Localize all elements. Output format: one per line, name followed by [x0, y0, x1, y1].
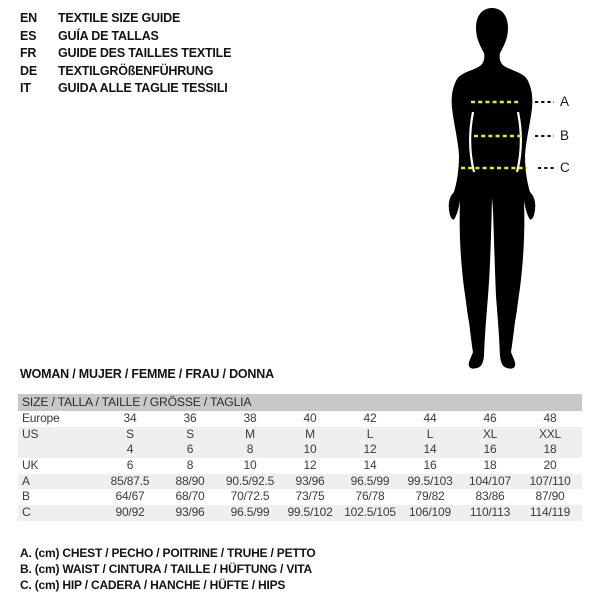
language-row [20, 28, 231, 46]
row-label: B [22, 489, 30, 504]
table-cell: 34 [123, 411, 137, 425]
table-cell: 8 [246, 442, 254, 457]
table-cell: 42 [363, 411, 377, 425]
table-cell: 12 [363, 442, 377, 457]
table-cell: 87/90 [535, 489, 565, 504]
table-cell: M [305, 426, 315, 441]
table-cell: 114/119 [529, 505, 571, 520]
table-cell: 107/110 [529, 473, 571, 488]
table-cell: 90.5/92.5 [225, 473, 275, 488]
legend-hip: C. (cm) HIP / CADERA / HANCHE / HÜFTE / HIPS [20, 578, 286, 593]
language-row [20, 63, 231, 81]
table-cell: L [426, 426, 434, 441]
table-cell: 18 [543, 442, 557, 457]
guide-title: TEXTILGRÖßENFÜHRUNG [58, 63, 214, 78]
table-cell: 16 [483, 442, 497, 457]
table-cell: 70/72.5 [230, 489, 270, 504]
marker-label-waist: B [560, 128, 569, 143]
table-cell: 18 [483, 458, 497, 473]
table-cell: 88/90 [175, 473, 205, 488]
table-cell: 6 [126, 458, 134, 473]
table-cell: 76/78 [355, 489, 385, 504]
table-cell: 14 [363, 458, 377, 473]
language-code: EN [20, 11, 37, 25]
language-code: ES [20, 28, 37, 43]
table-cell: 44 [423, 411, 437, 425]
table-cell: XL [482, 426, 498, 441]
table-row-us-numeric [18, 442, 582, 458]
table-cell: 106/109 [409, 505, 451, 520]
table-cell: 20 [543, 458, 557, 473]
table-cell: M [245, 426, 255, 441]
language-title-list [20, 10, 231, 98]
woman-silhouette-figure [430, 0, 600, 380]
size-table-header: SIZE / TALLA / TAILLE / GRÖSSE / TAGLIA [18, 394, 582, 411]
table-cell: 93/96 [295, 473, 325, 488]
table-cell: 85/87.5 [110, 473, 150, 488]
table-cell: 36 [183, 411, 197, 425]
table-cell: 14 [423, 442, 437, 457]
table-cell: 6 [186, 442, 194, 457]
row-label: A [22, 473, 30, 488]
row-label: UK [22, 458, 39, 473]
table-cell: S [126, 426, 134, 441]
table-row-waist [18, 489, 582, 505]
table-cell: 12 [303, 458, 317, 473]
language-row [20, 45, 231, 63]
legend-chest: A. (cm) CHEST / PECHO / POITRINE / TRUHE / PETTO [20, 546, 316, 560]
woman-silhouette [449, 8, 536, 369]
table-cell: 110/113 [469, 505, 511, 520]
table-row-uk [18, 458, 582, 474]
row-label [18, 442, 100, 458]
guide-title: GUIDE DES TAILLES TEXTILE [58, 46, 232, 60]
table-row-us-letter [18, 427, 582, 443]
table-cell: 46 [483, 411, 497, 425]
table-cell: 10 [243, 458, 257, 473]
guide-title: GUIDA ALLE TAGLIE TESSILI [58, 81, 228, 95]
table-cell: 4 [126, 442, 134, 457]
table-cell: 16 [423, 458, 437, 473]
table-cell: 73/75 [295, 489, 325, 504]
table-cell: 83/86 [475, 489, 505, 504]
table-cell: 68/70 [175, 489, 205, 504]
table-cell: 38 [243, 411, 257, 425]
language-row [20, 80, 231, 98]
measurement-legend [20, 545, 316, 594]
table-cell: 99.5/103 [407, 473, 453, 488]
legend-waist: B. (cm) WAIST / CINTURA / TAILLE / HÜFTUNG / VITA [20, 562, 312, 577]
table-cell: 93/96 [175, 505, 205, 520]
table-cell: 48 [543, 411, 557, 425]
table-cell: 40 [303, 411, 317, 425]
row-label: C [22, 505, 31, 520]
row-label: US [22, 426, 39, 441]
table-cell: 96.5/99 [350, 473, 390, 488]
table-cell: S [186, 426, 194, 441]
table-cell: 99.5/102 [287, 505, 333, 520]
table-cell: 64/67 [115, 489, 145, 504]
language-code: DE [20, 63, 37, 78]
table-cell: L [366, 426, 374, 441]
table-cell: 90/92 [115, 505, 145, 520]
size-table [18, 394, 582, 521]
guide-title: GUÍA DE TALLAS [58, 28, 159, 43]
table-row-chest [18, 474, 582, 490]
row-label: Europe [22, 411, 60, 425]
marker-label-hip: C [560, 160, 570, 175]
marker-label-chest: A [560, 94, 569, 109]
table-group-title: WOMAN / MUJER / FEMME / FRAU / DONNA [20, 367, 274, 381]
language-row [20, 10, 231, 28]
table-cell: 104/107 [469, 473, 511, 488]
table-cell: XXL [538, 426, 562, 441]
language-code: FR [20, 46, 37, 60]
table-cell: 96.5/99 [230, 505, 270, 520]
table-cell: 10 [303, 442, 317, 457]
table-row-hip [18, 505, 582, 521]
guide-title: TEXTILE SIZE GUIDE [58, 11, 181, 25]
table-cell: 102.5/105 [344, 505, 396, 520]
language-code: IT [20, 81, 31, 95]
table-cell: 79/82 [415, 489, 445, 504]
table-row-europe [18, 411, 582, 427]
table-cell: 8 [186, 458, 194, 473]
